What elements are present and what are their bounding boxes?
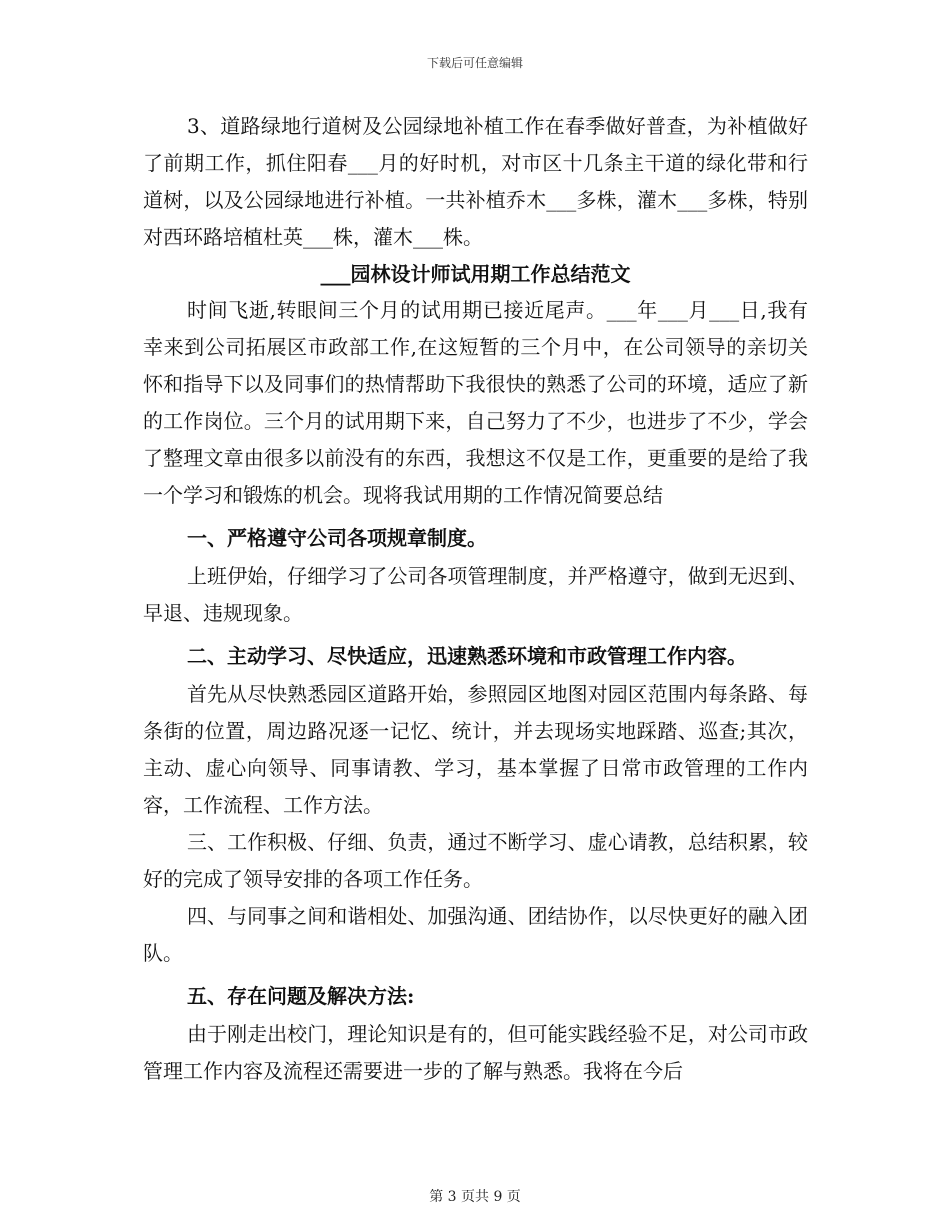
document-body [143,108,808,1090]
paragraph-section-5: 由于刚走出校门，理论知识是有的，但可能实践经验不足，对公司市政管理工作内容及流程还需要进一步的了解与熟悉。我将在今后 [143,1022,808,1083]
section-heading-1: 一、严格遵守公司各项规章制度。 [187,526,487,550]
paragraph-section-3: 三、工作积极、仔细、负责，通过不断学习、虚心请教，总结积累，较好的完成了领导安排的各项工作任务。 [143,830,808,891]
section-heading-5: 五、存在问题及解决方法: [187,984,415,1008]
page-header: 下载后可任意编辑 [426,56,523,70]
paragraph-greening-replanting: 3、道路绿地行道树及公园绿地补植工作在春季做好普查，为补植做好了前期工作，抓住阳春___月的好时机，对市区十几条主干道的绿化带和行道树，以及公园绿地进行补植。一共补植乔木___多株，灌木___多株，特别对西环路培植杜英___株，灌木___株。 [143,114,808,249]
paragraph-introduction: 时间飞逝,转眼间三个月的试用期已接近尾声。___年___月___日,我有幸来到公司拓展区市政部工作,在这短暂的三个月中，在公司领导的亲切关怀和指导下以及同事们的热情帮助下我很快的熟悉了公司的环境，适应了新的工作岗位。三个月的试用期下来，自己努力了不少，也进步了不少，学会了整理文章由很多以前没有的东西，我想这不仅是工作，更重要的是给了我一个学习和锻炼的机会。现将我试用期的工作情况简要总结 [143,298,808,507]
paragraph-section-4: 四、与同事之间和谐相处、加强沟通、团结协作，以尽快更好的融入团队。 [143,904,808,965]
document-title: ___园林设计师试用期工作总结范文 [320,262,631,286]
paragraph-section-1: 上班伊始，仔细学习了公司各项管理制度，并严格遵守，做到无迟到、早退、违规现象。 [143,564,808,625]
section-heading-2: 二、主动学习、尽快适应，迅速熟悉环境和市政管理工作内容。 [187,644,747,668]
page-footer: 第 3 页共 9 页 [429,1189,521,1205]
paragraph-section-2: 首先从尽快熟悉园区道路开始，参照园区地图对园区范围内每条路、每条街的位置，周边路况逐一记忆、统计，并去现场实地踩踏、巡查;其次，主动、虚心向领导、同事请教、学习，基本掌握了日常市政管理的工作内容，工作流程、工作方法。 [143,682,808,817]
